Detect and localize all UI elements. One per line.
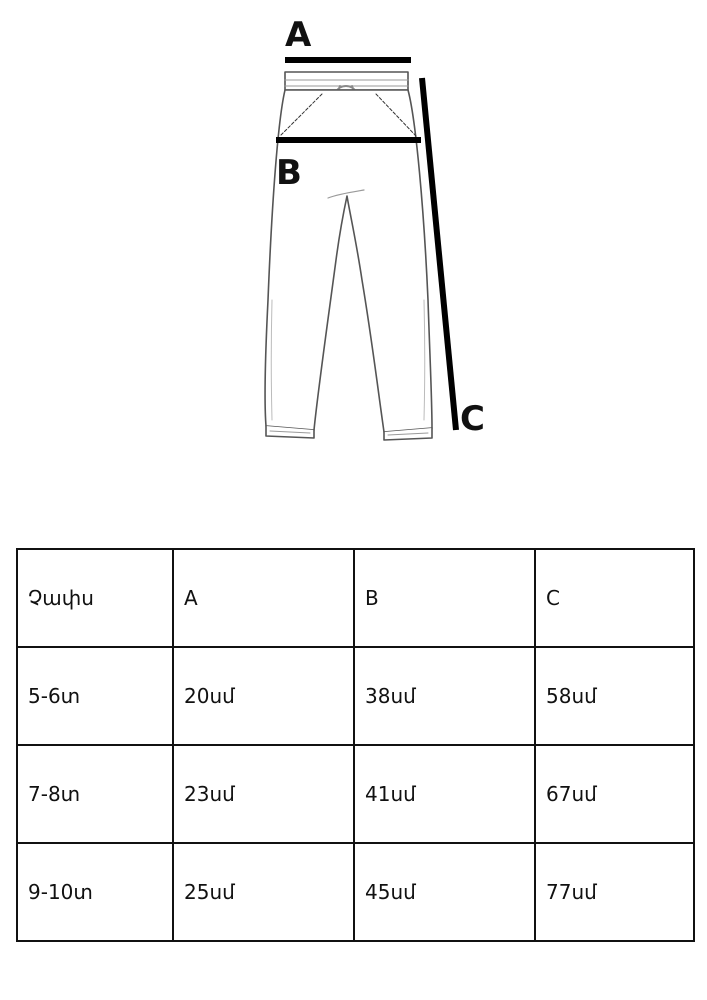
table-row [17, 647, 694, 745]
table-cell-b: 38սմ [354, 647, 535, 745]
table-row [17, 745, 694, 843]
size-chart-table [16, 548, 695, 942]
header-c: C [535, 549, 694, 647]
header-a: A [173, 549, 354, 647]
table-cell-c: 67սմ [535, 745, 694, 843]
header-size: Չափս [17, 549, 173, 647]
pants-measurement-diagram [0, 0, 707, 480]
header-b: B [354, 549, 535, 647]
table-cell-size: 7-8տ [17, 745, 173, 843]
label-b: B [276, 153, 302, 193]
label-c: C [460, 399, 485, 439]
table-cell-a: 20սմ [173, 647, 354, 745]
table-cell-c: 58սմ [535, 647, 694, 745]
table-cell-c: 77սմ [535, 843, 694, 941]
table-cell-size: 5-6տ [17, 647, 173, 745]
table-row [17, 843, 694, 941]
table-cell-b: 41սմ [354, 745, 535, 843]
table-cell-size: 9-10տ [17, 843, 173, 941]
table-cell-b: 45սմ [354, 843, 535, 941]
label-a: A [285, 15, 312, 55]
table-cell-a: 23սմ [173, 745, 354, 843]
table-cell-a: 25սմ [173, 843, 354, 941]
table-header-row [17, 549, 694, 647]
sweatpants-outline-icon [265, 72, 432, 440]
